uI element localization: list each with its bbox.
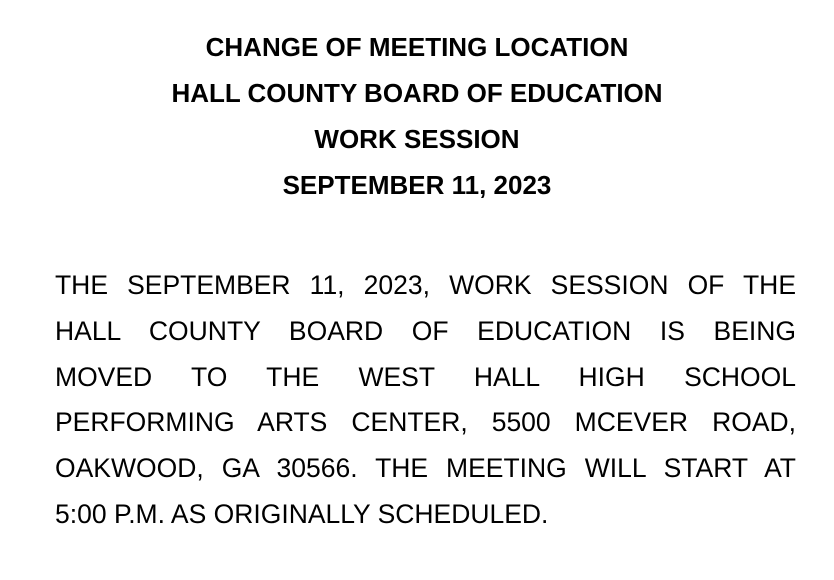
body-line: PERFORMING ARTS CENTER, 5500 MCEVER ROAD, — [55, 407, 796, 438]
body-line: THE SEPTEMBER 11, 2023, WORK SESSION OF THE — [55, 270, 796, 300]
body-line: HALL COUNTY BOARD OF EDUCATION IS BEING — [55, 315, 796, 346]
notice-body — [55, 263, 796, 538]
heading-title: CHANGE OF MEETING LOCATION — [205, 32, 629, 62]
body-line: 5:00 P.M. AS ORIGINALLY SCHEDULED. — [55, 498, 549, 529]
heading-organization: HALL COUNTY BOARD OF EDUCATION — [171, 78, 663, 108]
notice-heading — [0, 24, 834, 208]
body-line: MOVED TO THE WEST HALL HIGH SCHOOL — [55, 361, 796, 392]
heading-date: SEPTEMBER 11, 2023 — [282, 170, 552, 200]
body-line: OAKWOOD, GA 30566. THE MEETING WILL START AT — [55, 453, 796, 484]
heading-event: WORK SESSION — [314, 124, 520, 154]
